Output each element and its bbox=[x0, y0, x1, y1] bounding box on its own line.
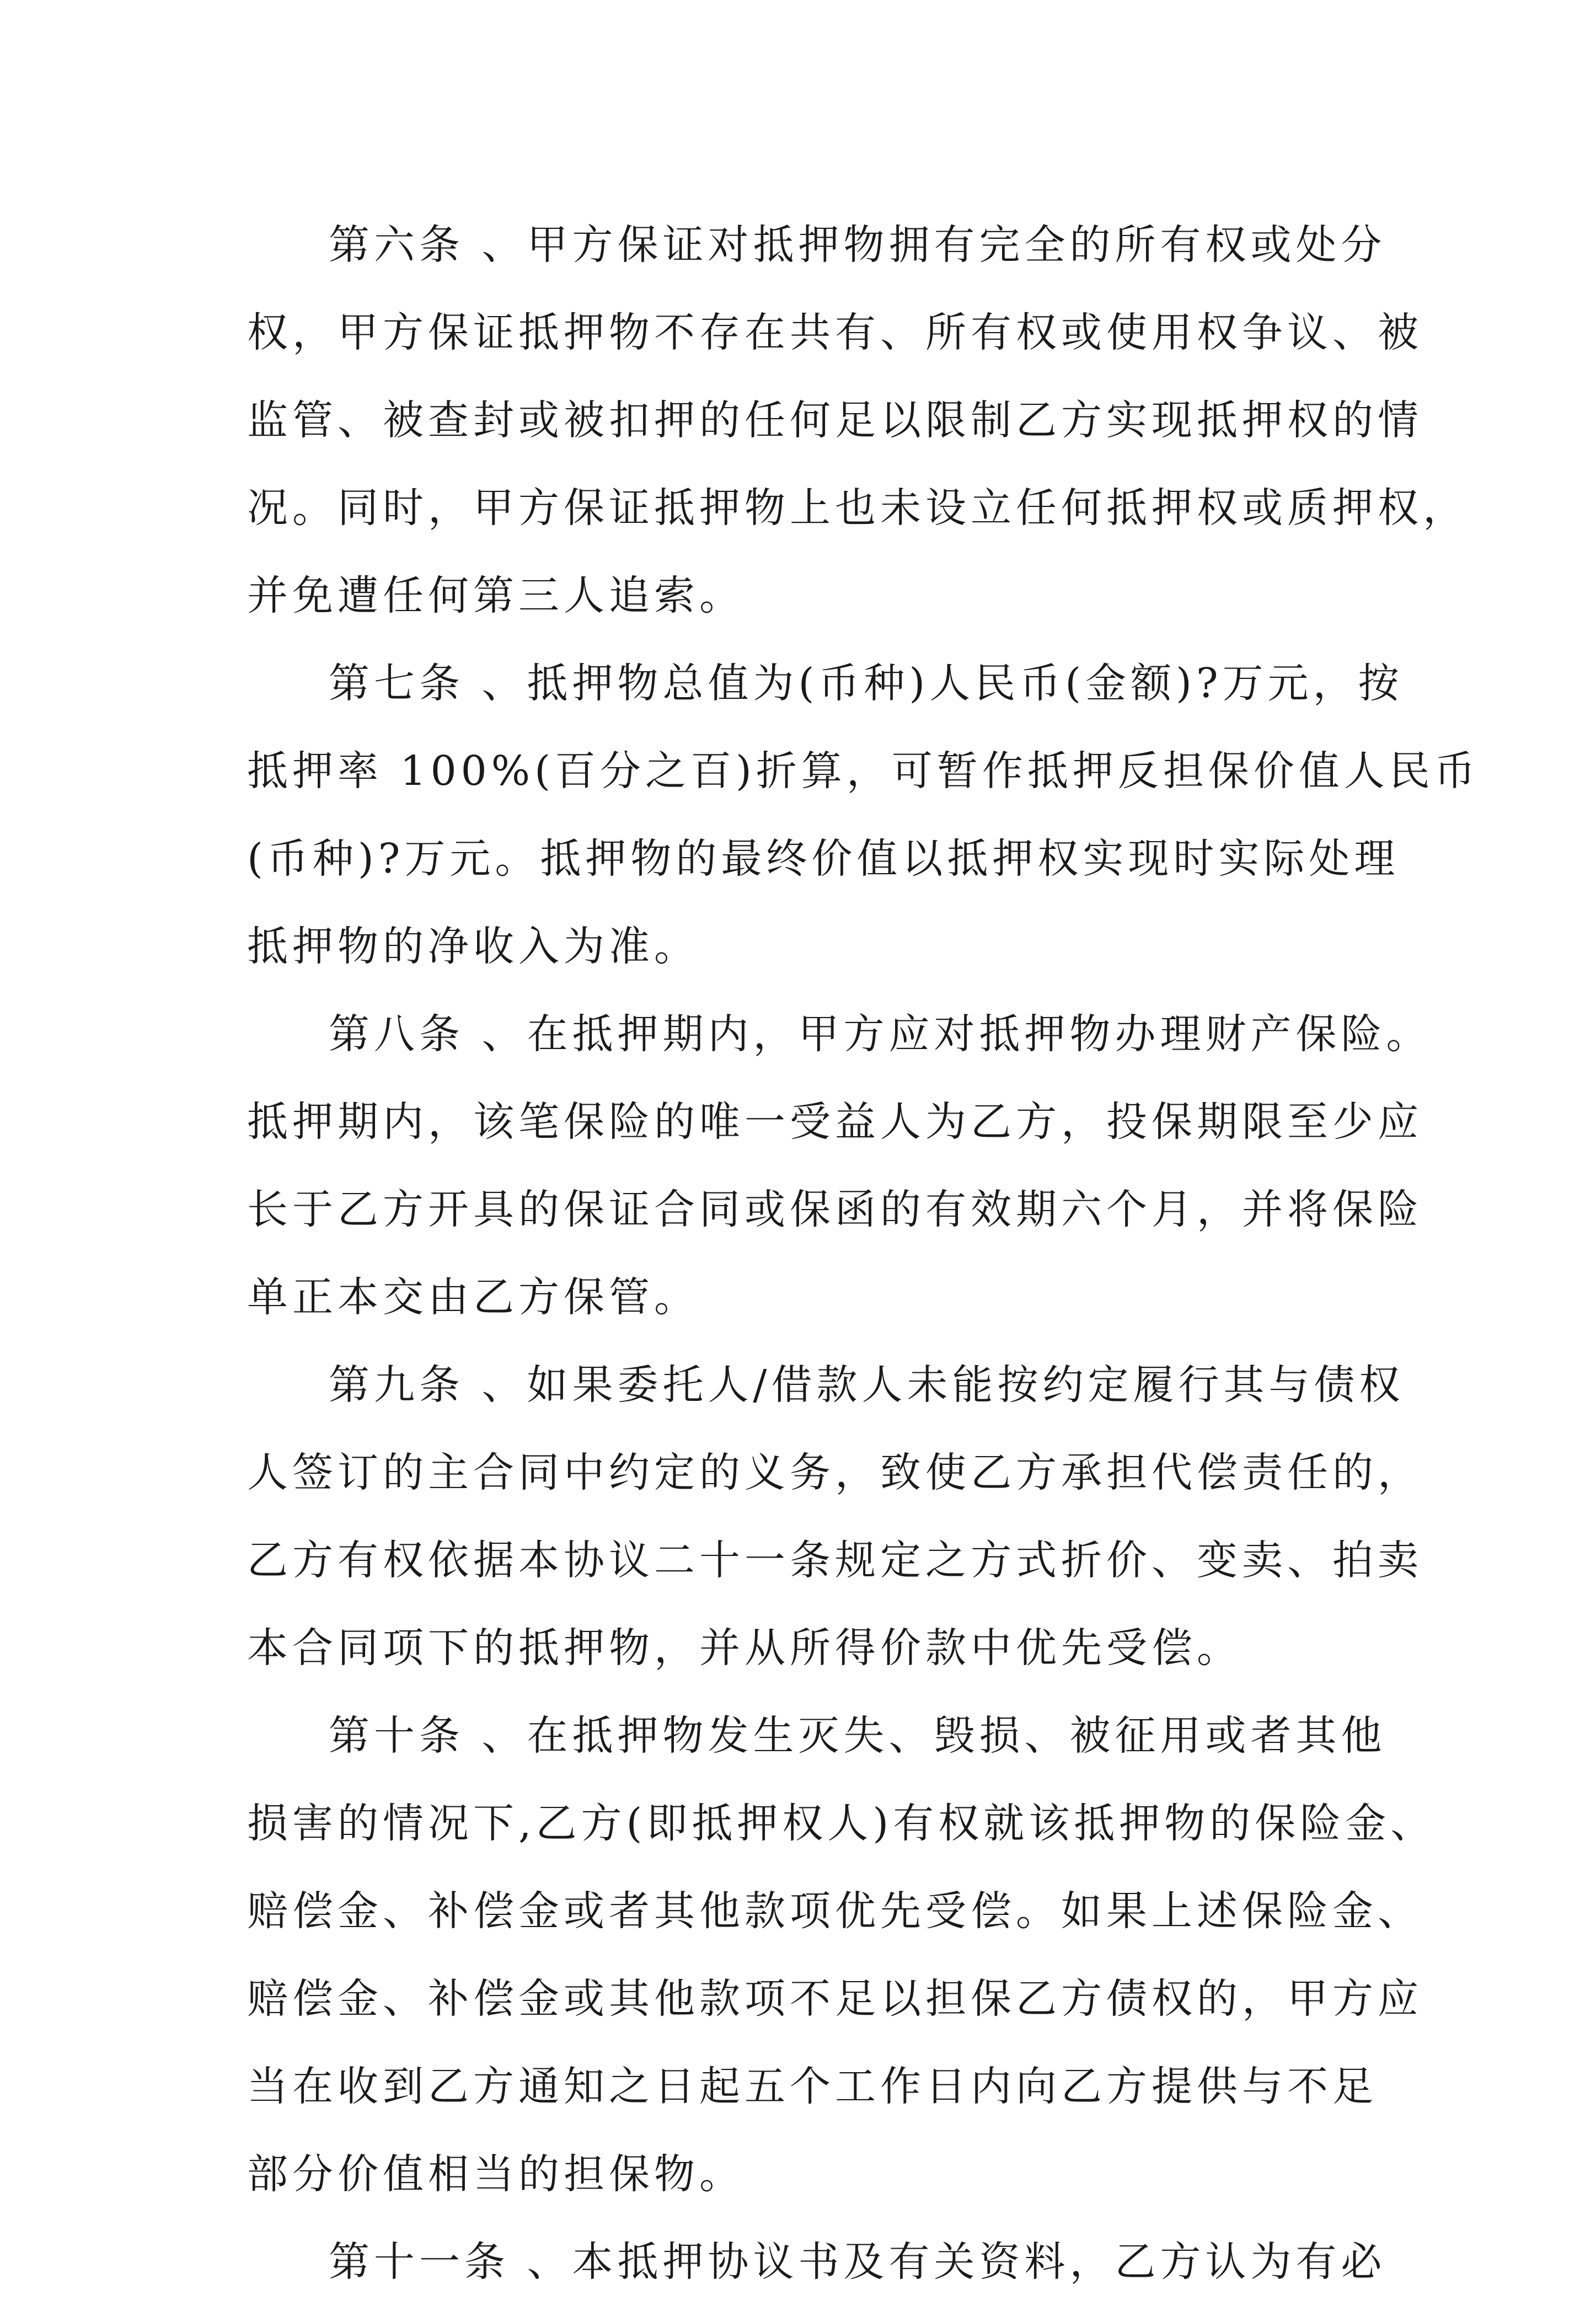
article-6 bbox=[247, 201, 1468, 640]
text-line: 第十一条 、本抵押协议书及有关资料，乙方认为有必 bbox=[329, 2238, 1386, 2286]
text-line: 抵押物的净收入为准。 bbox=[247, 923, 699, 970]
text-line: 损害的情况下,乙方(即抵押权人)有权就该抵押物的保险金、 bbox=[247, 1800, 1436, 1847]
text-line: 当在收到乙方通知之日起五个工作日内向乙方提供与不足 bbox=[247, 2063, 1378, 2110]
text-line: 乙方有权依据本协议二十一条规定之方式折价、变卖、拍卖 bbox=[247, 1537, 1423, 1584]
article-10 bbox=[247, 1692, 1436, 2218]
text-line: 抵押期内，该笔保险的唯一受益人为乙方，投保期限至少应 bbox=[247, 1098, 1423, 1146]
text-line: 部分价值相当的担保物。 bbox=[247, 2150, 745, 2198]
text-line: 第九条 、如果委托人/借款人未能按约定履行其与债权 bbox=[329, 1361, 1405, 1409]
article-11 bbox=[247, 2218, 1386, 2306]
text-line: 本合同项下的抵押物，并从所得价款中优先受偿。 bbox=[247, 1624, 1242, 1672]
text-line: 第八条 、在抵押期内，甲方应对抵押物办理财产保险。 bbox=[329, 1010, 1432, 1058]
text-line: 赔偿金、补偿金或者其他款项优先受偿。如果上述保险金、 bbox=[247, 1887, 1423, 1935]
text-line: 第六条 、甲方保证对抵押物拥有完全的所有权或处分 bbox=[329, 221, 1386, 269]
text-line: 单正本交由乙方保管。 bbox=[247, 1274, 699, 1321]
article-9 bbox=[247, 1341, 1423, 1692]
article-7 bbox=[247, 640, 1480, 991]
text-line: 人签订的主合同中约定的义务，致使乙方承担代偿责任的， bbox=[247, 1449, 1423, 1496]
text-line: 长于乙方开具的保证合同或保函的有效期六个月，并将保险 bbox=[247, 1186, 1423, 1233]
text-line: 第十条 、在抵押物发生灭失、毁损、被征用或者其他 bbox=[329, 1712, 1386, 1759]
text-line: 并免遭任何第三人追索。 bbox=[247, 572, 745, 619]
text-line: 抵押率 100%(百分之百)折算，可暂作抵押反担保价值人民币 bbox=[247, 747, 1480, 795]
document-body bbox=[247, 201, 1480, 2306]
text-line: 权，甲方保证抵押物不存在共有、所有权或使用权争议、被 bbox=[247, 309, 1423, 356]
text-line: 监管、被查封或被扣押的任何足以限制乙方实现抵押权的情 bbox=[247, 397, 1423, 444]
text-line: (币种)?万元。抵押物的最终价值以抵押权实现时实际处理 bbox=[247, 835, 1400, 882]
text-line: 赔偿金、补偿金或其他款项不足以担保乙方债权的，甲方应 bbox=[247, 1975, 1423, 2023]
text-line: 第七条 、抵押物总值为(币种)人民币(金额)?万元，按 bbox=[329, 660, 1404, 707]
text-line: 况。同时，甲方保证抵押物上也未设立任何抵押权或质押权， bbox=[247, 484, 1468, 532]
article-8 bbox=[247, 991, 1432, 1341]
